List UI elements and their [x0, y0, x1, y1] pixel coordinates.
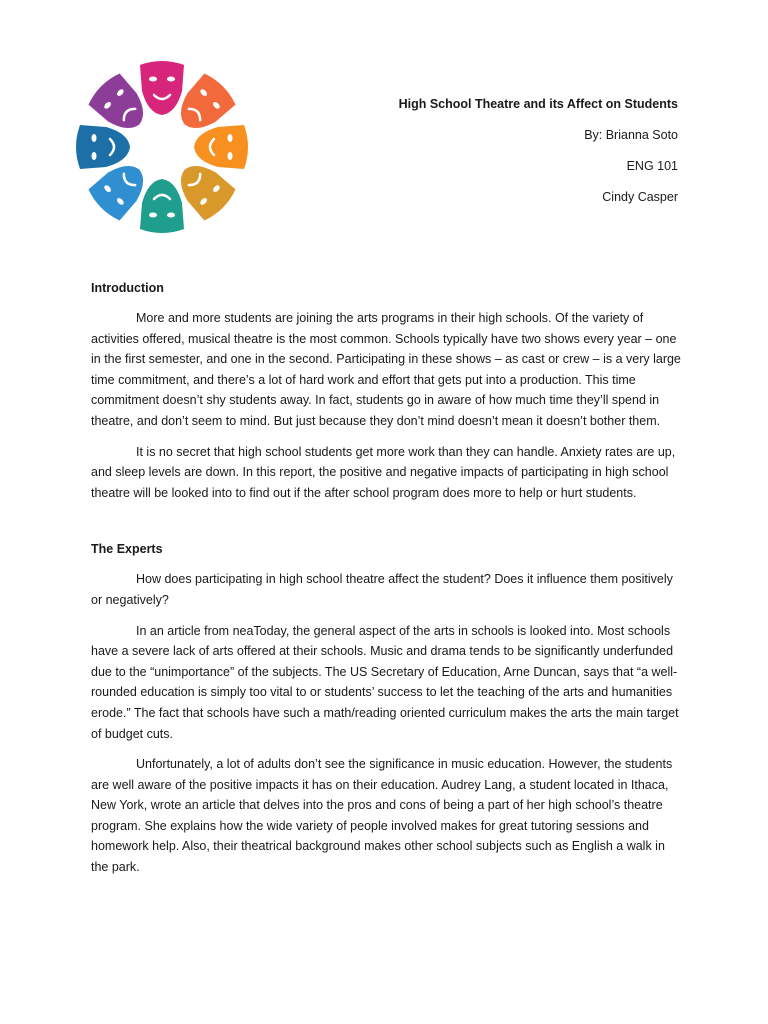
section-heading-experts: The Experts	[91, 542, 163, 557]
paragraph: Unfortunately, a lot of adults don’t see the significance in music education. However, the students are well aware of the positive impacts it has on their education. Audrey Lang, a student located in Ithaca, New York, wrote an article that delves into the pros and cons of being a part of her high school’s theatre program. She explains how the wide variety of people involved makes for great tutoring sessions and homework help. Also, their theatrical background makes other school subjects such as English a walk in the park.	[91, 757, 673, 875]
paragraph: It is no secret that high school students get more work than they can handle. Anxiety rates are up, and sleep levels are down. In this report, the positive and negative impacts of participating in high school theatre will be looked into to find out if the after school program does more to help or hurt students.	[91, 444, 676, 500]
instructor-line: Cindy Casper	[602, 190, 678, 204]
mask-shape	[140, 179, 184, 233]
paragraph: How does participating in high school theatre affect the student? Does it influence them positively or negatively?	[91, 572, 673, 607]
mask-shape	[76, 125, 130, 169]
mask-shape	[194, 125, 248, 169]
section-experts	[91, 569, 681, 877]
section-heading-introduction: Introduction	[91, 281, 164, 295]
mask-shape	[140, 61, 184, 115]
section-introduction	[91, 308, 681, 503]
author-line: By: Brianna Soto	[584, 128, 678, 142]
theatre-masks-icon	[70, 52, 255, 242]
course-line: ENG 101	[626, 159, 678, 173]
document-header	[399, 96, 678, 205]
paragraph: More and more students are joining the arts programs in their high schools. Of the variety of activities offered, musical theatre is the most common. Schools typically have two shows every year – one in the first semester, and one in the second. Participating in these shows – as cast or crew – is a very large time commitment, and there’s a lot of hard work and effort that gets put into a production. This time commitment doesn’t shy students away. In fact, students go in aware of how much time they’ll spend in theatre, and don’t seem to mind. But just because they don’t mind doesn’t mean it doesn’t bother them.	[91, 311, 681, 428]
document-title: High School Theatre and its Affect on Students	[398, 97, 678, 111]
paragraph: In an article from neaToday, the general aspect of the arts in schools is looked into. Most schools have a severe lack of arts offered at their schools. Music and drama tends to be significantly underfunded due to the “unimportance” of the subjects. The US Secretary of Education, Arne Duncan, says that “a well-rounded education is simply too vital to or students’ success to let the teaching of the arts and humanities erode.” The fact that schools have such a math/reading oriented curriculum makes the arts the main target of budget cuts.	[91, 623, 679, 741]
document-body	[91, 280, 681, 888]
